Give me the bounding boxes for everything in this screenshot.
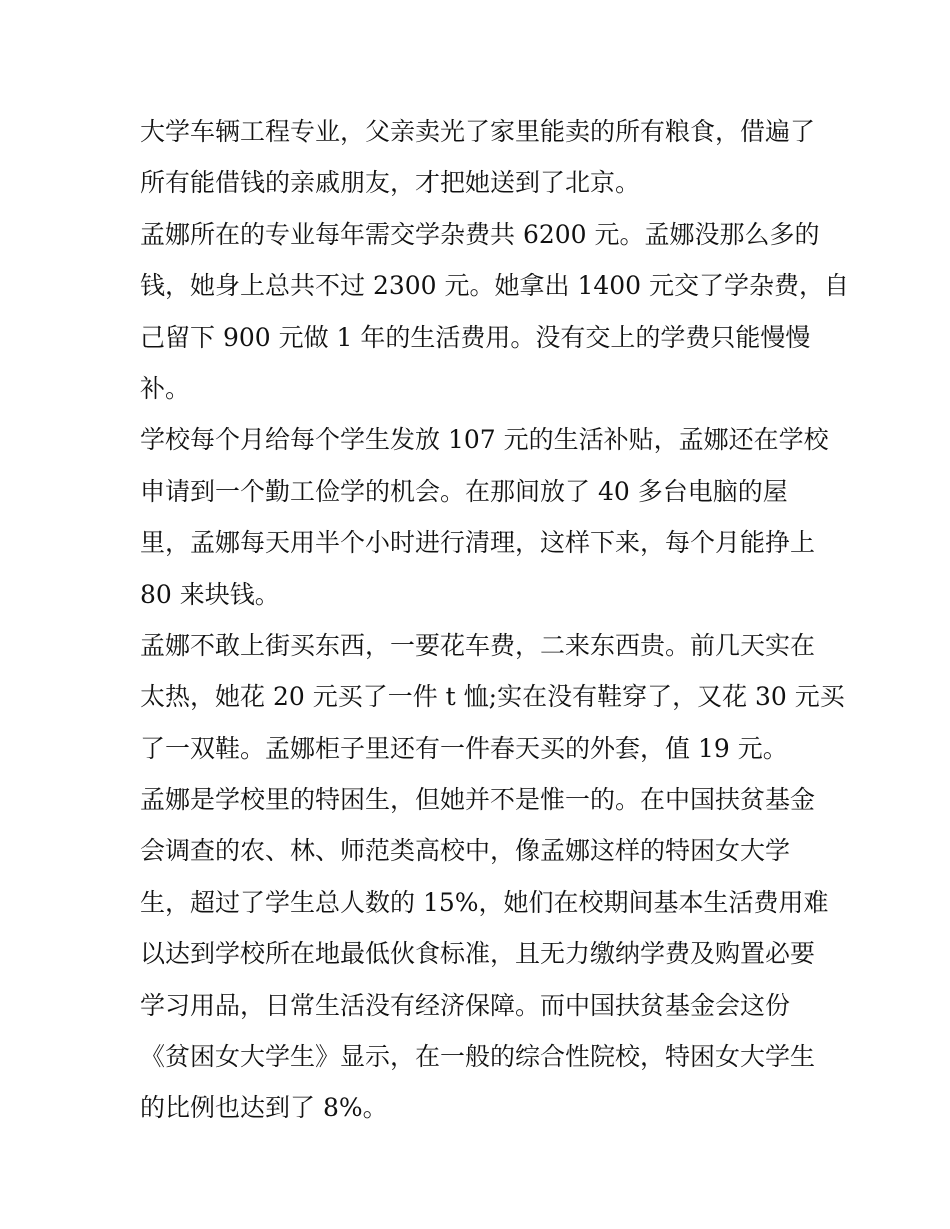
text-line: 补。 (140, 373, 191, 403)
text-line: 学校每个月给每个学生发放 107 元的生活补贴，孟娜还在学校 (140, 425, 829, 455)
text-line: 申请到一个勤工俭学的机会。在那间放了 40 多台电脑的屋 (140, 476, 788, 506)
text-line: 己留下 900 元做 1 年的生活费用。没有交上的学费只能慢慢 (140, 322, 811, 352)
body-text (140, 106, 850, 1134)
text-line: 所有能借钱的亲戚朋友，才把她送到了北京。 (140, 168, 641, 198)
text-line: 孟娜是学校里的特困生，但她并不是惟一的。在中国扶贫基金 (140, 785, 816, 815)
text-line: 的比例也达到了 8%。 (140, 1093, 388, 1123)
text-line: 孟娜不敢上街买东西，一要花车费，二来东西贵。前几天实在 (140, 630, 816, 660)
text-line: 里，孟娜每天用半个小时进行清理，这样下来，每个月能挣上 (140, 528, 816, 558)
text-line: 生，超过了学生总人数的 15%，她们在校期间基本生活费用难 (140, 887, 829, 917)
text-line: 太热，她花 20 元买了一件 t 恤;实在没有鞋穿了，又花 30 元买 (140, 682, 845, 712)
text-line: 大学车辆工程专业，父亲卖光了家里能卖的所有粮食，借遍了 (140, 117, 816, 146)
text-line: 了一双鞋。孟娜柜子里还有一件春天买的外套，值 19 元。 (140, 733, 788, 763)
text-line: 学习用品，日常生活没有经济保障。而中国扶贫基金会这份 (140, 990, 791, 1020)
text-line: 会调查的农、林、师范类高校中，像孟娜这样的特困女大学 (140, 836, 791, 866)
text-line: 《贫困女大学生》显示，在一般的综合性院校，特困女大学生 (140, 1042, 816, 1072)
text-line: 孟娜所在的专业每年需交学杂费共 6200 元。孟娜没那么多的 (140, 219, 820, 249)
text-line: 80 来块钱。 (140, 579, 280, 609)
text-line: 以达到学校所在地最低伙食标准，且无力缴纳学费及购置必要 (140, 939, 816, 969)
text-line: 钱，她身上总共不过 2300 元。她拿出 1400 元交了学杂费，自 (140, 271, 850, 301)
